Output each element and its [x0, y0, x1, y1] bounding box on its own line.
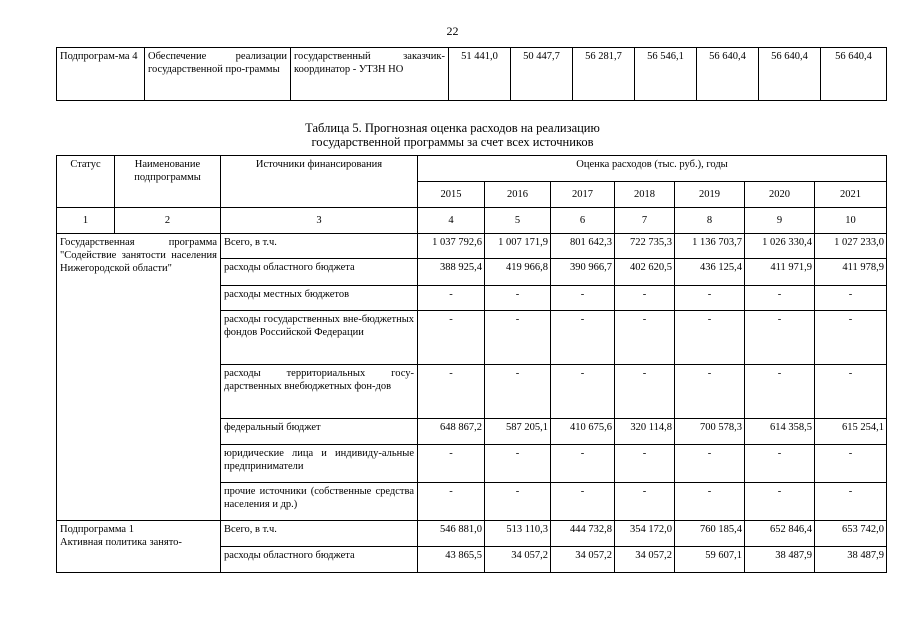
value-cell: 388 925,4: [418, 259, 485, 286]
value-cell: -: [615, 365, 675, 419]
value-cell: -: [675, 286, 745, 311]
value-cell: 801 642,3: [551, 234, 615, 259]
value-cell: 56 640,4: [697, 48, 759, 101]
column-number: 3: [221, 208, 418, 234]
value-cell: 56 546,1: [635, 48, 697, 101]
value-cell: -: [675, 311, 745, 365]
caption-line-2: государственной программы за счет всех источников: [311, 135, 594, 149]
value-cell: 56 640,4: [759, 48, 821, 101]
name-cell: Обеспечение реализации государственной про-граммы: [145, 48, 291, 101]
column-number: 5: [485, 208, 551, 234]
value-cell: 722 735,3: [615, 234, 675, 259]
year-header: 2019: [675, 182, 745, 208]
value-cell: 34 057,2: [551, 547, 615, 573]
value-cell: 56 281,7: [573, 48, 635, 101]
year-header: 2015: [418, 182, 485, 208]
column-number: 2: [115, 208, 221, 234]
source-cell: расходы областного бюджета: [221, 259, 418, 286]
value-cell: -: [745, 445, 815, 483]
value-cell: 652 846,4: [745, 521, 815, 547]
column-number: 4: [418, 208, 485, 234]
value-cell: 419 966,8: [485, 259, 551, 286]
year-header: 2016: [485, 182, 551, 208]
value-cell: -: [615, 445, 675, 483]
value-cell: -: [815, 483, 887, 521]
value-cell: 760 185,4: [675, 521, 745, 547]
value-cell: 444 732,8: [551, 521, 615, 547]
value-cell: 38 487,9: [815, 547, 887, 573]
value-cell: -: [551, 286, 615, 311]
value-cell: -: [485, 311, 551, 365]
column-number: 10: [815, 208, 887, 234]
value-cell: -: [418, 445, 485, 483]
value-cell: -: [675, 483, 745, 521]
source-cell: государственный заказчик-координатор - УТЗН НО: [291, 48, 449, 101]
header-status: Статус: [57, 156, 115, 208]
value-cell: 56 640,4: [821, 48, 887, 101]
expense-estimate-table: [56, 155, 887, 573]
column-numbers-row: [57, 208, 887, 234]
value-cell: -: [745, 311, 815, 365]
value-cell: 546 881,0: [418, 521, 485, 547]
value-cell: -: [551, 445, 615, 483]
source-cell: расходы государственных вне-бюджетных фондов Российской Федерации: [221, 311, 418, 365]
value-cell: 411 971,9: [745, 259, 815, 286]
value-cell: 1 037 792,6: [418, 234, 485, 259]
value-cell: 1 027 233,0: [815, 234, 887, 259]
value-cell: 402 620,5: [615, 259, 675, 286]
value-cell: 59 607,1: [675, 547, 745, 573]
year-header: 2021: [815, 182, 887, 208]
subprogram-4-row: [57, 48, 887, 101]
value-cell: -: [418, 286, 485, 311]
value-cell: -: [745, 365, 815, 419]
value-cell: 1 026 330,4: [745, 234, 815, 259]
value-cell: 648 867,2: [418, 419, 485, 445]
caption-line-1: Таблица 5. Прогнозная оценка расходов на реализацию: [305, 121, 600, 135]
previous-table-continuation: [56, 47, 887, 101]
header-name: Наименование подпрограммы: [115, 156, 221, 208]
value-cell: 50 447,7: [511, 48, 573, 101]
source-cell: федеральный бюджет: [221, 419, 418, 445]
value-cell: -: [815, 445, 887, 483]
value-cell: 513 110,3: [485, 521, 551, 547]
source-cell: Всего, в т.ч.: [221, 521, 418, 547]
value-cell: 354 172,0: [615, 521, 675, 547]
value-cell: 410 675,6: [551, 419, 615, 445]
value-cell: 653 742,0: [815, 521, 887, 547]
value-cell: 615 254,1: [815, 419, 887, 445]
value-cell: -: [675, 365, 745, 419]
value-cell: -: [551, 365, 615, 419]
page-number: 22: [446, 24, 459, 38]
value-cell: 38 487,9: [745, 547, 815, 573]
source-cell: юридические лица и индивиду-альные предприниматели: [221, 445, 418, 483]
value-cell: -: [485, 365, 551, 419]
value-cell: 320 114,8: [615, 419, 675, 445]
column-number: 8: [675, 208, 745, 234]
year-header: 2018: [615, 182, 675, 208]
value-cell: -: [485, 483, 551, 521]
program-name-cell: Государственная программа "Содействие занятости населения Нижегородской области": [57, 234, 221, 521]
value-cell: -: [815, 286, 887, 311]
value-cell: 34 057,2: [485, 547, 551, 573]
table-caption: [0, 121, 905, 149]
source-cell: Всего, в т.ч.: [221, 234, 418, 259]
value-cell: 43 865,5: [418, 547, 485, 573]
value-cell: -: [418, 365, 485, 419]
subprogram-name-cell: [57, 521, 221, 573]
subprogram-name: Активная политика занято-: [60, 537, 182, 548]
value-cell: 1 007 171,9: [485, 234, 551, 259]
value-cell: 34 057,2: [615, 547, 675, 573]
subprogram-1-total-row: [57, 521, 887, 547]
value-cell: 436 125,4: [675, 259, 745, 286]
column-number: 7: [615, 208, 675, 234]
value-cell: -: [551, 311, 615, 365]
value-cell: 1 136 703,7: [675, 234, 745, 259]
column-number: 1: [57, 208, 115, 234]
source-cell: расходы областного бюджета: [221, 547, 418, 573]
value-cell: -: [418, 311, 485, 365]
value-cell: -: [815, 311, 887, 365]
header-sources: Источники финансирования: [221, 156, 418, 208]
value-cell: 390 966,7: [551, 259, 615, 286]
status-cell: Подпрограм-ма 4: [57, 48, 145, 101]
column-number: 9: [745, 208, 815, 234]
year-header: 2017: [551, 182, 615, 208]
header-estimate: Оценка расходов (тыс. руб.), годы: [418, 156, 887, 182]
value-cell: -: [815, 365, 887, 419]
value-cell: -: [745, 483, 815, 521]
source-cell: расходы территориальных госу-дарственных внебюджетных фон-дов: [221, 365, 418, 419]
value-cell: -: [485, 445, 551, 483]
source-cell: расходы местных бюджетов: [221, 286, 418, 311]
value-cell: -: [615, 311, 675, 365]
column-number: 6: [551, 208, 615, 234]
value-cell: 614 358,5: [745, 419, 815, 445]
value-cell: -: [675, 445, 745, 483]
source-cell: прочие источники (собственные средства населения и др.): [221, 483, 418, 521]
value-cell: -: [485, 286, 551, 311]
year-header: 2020: [745, 182, 815, 208]
subprogram-status: Подпрограмма 1: [60, 524, 134, 535]
value-cell: 51 441,0: [449, 48, 511, 101]
value-cell: 700 578,3: [675, 419, 745, 445]
program-total-row: [57, 234, 887, 259]
value-cell: -: [551, 483, 615, 521]
value-cell: 587 205,1: [485, 419, 551, 445]
value-cell: -: [418, 483, 485, 521]
value-cell: 411 978,9: [815, 259, 887, 286]
value-cell: -: [615, 483, 675, 521]
header-row: [57, 156, 887, 182]
value-cell: -: [745, 286, 815, 311]
value-cell: -: [615, 286, 675, 311]
